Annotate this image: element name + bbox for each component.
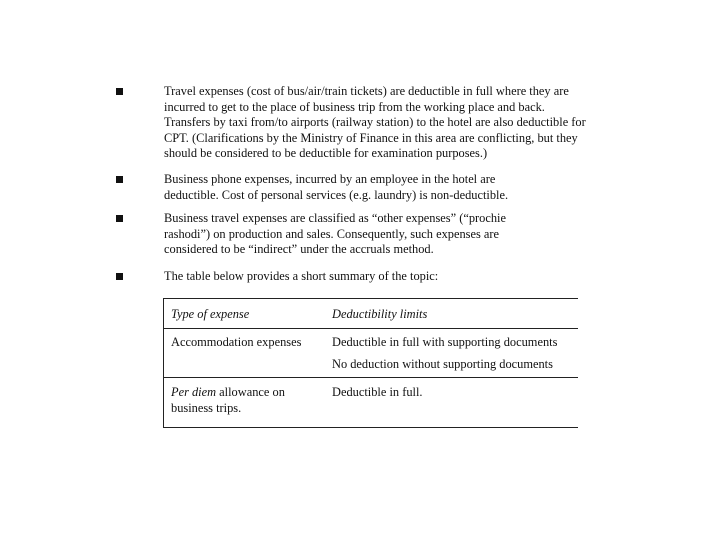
table-border-bottom	[163, 427, 578, 428]
table-header-type: Type of expense	[171, 307, 250, 321]
table-border-top	[163, 298, 578, 299]
bullet-paragraph-summary	[164, 269, 438, 285]
bullet-paragraph-phone	[164, 172, 508, 203]
table-header-limits: Deductibility limits	[332, 307, 428, 321]
bullet-marker	[116, 215, 123, 222]
table-divider	[163, 328, 578, 329]
table-divider	[163, 377, 578, 378]
bullet-marker	[116, 273, 123, 280]
italic-term: Per diem	[171, 385, 217, 399]
text-line: considered to be “indirect” under the accruals method.	[164, 242, 434, 256]
table-cell-limits: Deductible in full with supporting documents	[332, 335, 558, 349]
text-line: Business travel expenses are classified as “other expenses” (“prochie	[164, 211, 506, 225]
bullet-marker	[116, 176, 123, 183]
table-cell-limits: Deductible in full.	[332, 385, 423, 399]
table-border-left	[163, 298, 164, 428]
text-line: Business phone expenses, incurred by an employee in the hotel are	[164, 172, 496, 186]
text-line: should be considered to be deductible for examination purposes.)	[164, 146, 488, 160]
text: allowance on	[216, 385, 285, 399]
text-line: Transfers by taxi from/to airports (railway station) to the hotel are also deductible for	[164, 115, 586, 129]
bullet-marker	[116, 88, 123, 95]
table-cell-type: Accommodation expenses	[171, 335, 302, 349]
text-line: The table below provides a short summary of the topic:	[164, 269, 439, 283]
text-line: deductible. Cost of personal services (e.g. laundry) is non-deductible.	[164, 187, 509, 202]
text-line: Travel expenses (cost of bus/air/train tickets) are deductible in full where they are	[164, 84, 569, 98]
table-cell-type: business trips.	[171, 401, 242, 415]
table-cell-type	[171, 384, 285, 400]
bullet-paragraph-classification	[164, 211, 506, 258]
text-line: CPT. (Clarifications by the Ministry of Finance in this area are conflicting, but they	[164, 130, 578, 145]
bullet-paragraph-travel	[164, 84, 586, 162]
text-line: incurred to get to the place of business trip from the working place and back.	[164, 99, 545, 114]
text-line: rashodi”) on production and sales. Consequently, such expenses are	[164, 226, 500, 241]
table-cell-limits: No deduction without supporting documents	[332, 357, 553, 371]
